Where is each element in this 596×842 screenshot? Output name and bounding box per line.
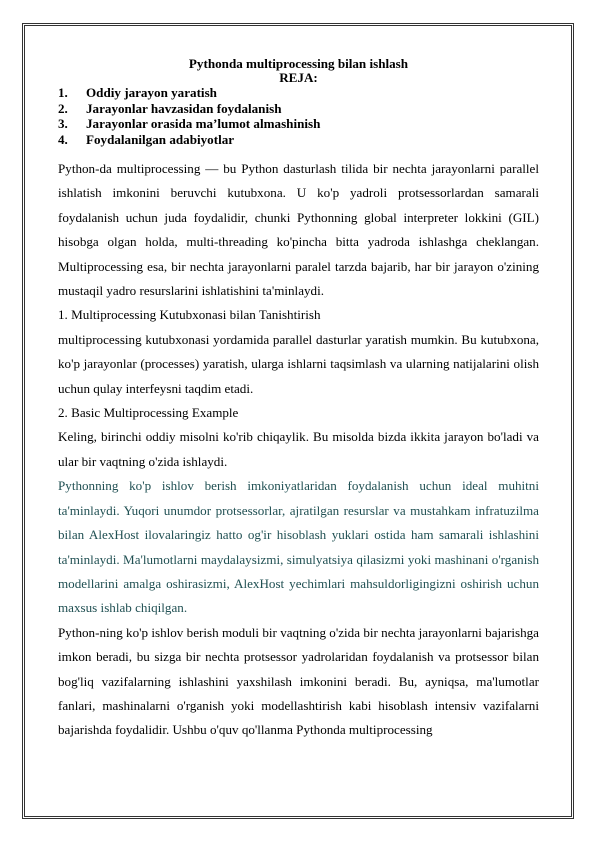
module-paragraph: Python-ning ko'p ishlov berish moduli bir vaqtning o'zida bir nechta jarayonlarni bajarishga imkon beradi, bu sizga bir nechta protsessor yadrolaridan foydalanish va protsessor bilan bog'liq vazifalarning ishlashini yaxshilash imkonini beradi. Bu, ayniqsa, ma'lumotlar fanlari, mashinalarni o'rganish yoki modellashtirish kabi hisoblash intensiv vazifalarni bajarishda foydalidir. Ushbu o'quv qo'llanma Pythonda multiprocessing bbox=[58, 624, 539, 738]
document-body bbox=[58, 57, 539, 743]
section-2-paragraph: Keling, birinchi oddiy misolni ko'rib chiqaylik. Bu misolda bizda ikkita jarayon bo'ladi va ular bir vaqtning o'zida ishlaydi. bbox=[58, 429, 539, 469]
section-heading-2: 2. Basic Multiprocessing Example bbox=[58, 405, 239, 421]
plan-item-text: Jarayonlar havzasidan foydalanish bbox=[86, 100, 282, 116]
plan-item-number: 2. bbox=[58, 100, 68, 116]
plan-item bbox=[58, 101, 539, 117]
alexhost-paragraph: Pythonning ko'p ishlov berish imkoniyatlaridan foydalanish uchun ideal muhitni ta'minlaydi. Yuqori unumdor protsessorlar, ajratilgan resurslar va mustahkam infratuzilma bilan AlexHost ilovalaringiz hatto og'ir hisoblash yuklari ostida ham samarali ishlashini ta'minlaydi. Ma'lumotlarni maydalaysizmi, simulyatsiya qilasizmi yoki mashinani o'rganish modellarini amalga oshirasizmi, AlexHost yechimlari mahsuldorligingizni oshirish uchun maxsus ishlab chiqilgan. bbox=[58, 478, 539, 616]
plan-item bbox=[58, 116, 539, 132]
plan-item bbox=[58, 85, 539, 101]
plan-item-number: 4. bbox=[58, 131, 68, 147]
section-1-paragraph: multiprocessing kutubxonasi yordamida parallel dasturlar yaratish mumkin. Bu kutubxona, ko'p jarayonlar (processes) yaratish, ularga ishlarni taqsimlash va ularning natijalarini olish uchun qulay interfeysni taqdim etadi. bbox=[58, 331, 539, 396]
intro-paragraph: Python-da multiprocessing — bu Python dasturlash tilida bir nechta jarayonlarni parallel ishlatish imkonini beruvchi kutubxona. U ko'p yadroli protsessorlardan samarali foydalanish uchun juda foydalidir, chunki Pythonning global interpreter lokkini (GIL) hisobga olgan holda, multi-threading ko'pincha bitta yadroda ishlashga cheklangan. Multiprocessing esa, bir nechta jarayonlarni paralel tarzda bajarib, har bir jarayon o'zining mustaqil yadro resurslarini ishlatishini ta'minlaydi. bbox=[58, 161, 539, 299]
plan-item-number: 3. bbox=[58, 116, 68, 131]
plan-heading: REJA: bbox=[279, 70, 318, 85]
plan-item-text: Foydalanilgan adabiyotlar bbox=[86, 131, 235, 147]
document-title: Pythonda multiprocessing bilan ishlash bbox=[188, 56, 409, 71]
section-heading-1: 1. Multiprocessing Kutubxonasi bilan Tanishtirish bbox=[58, 307, 321, 323]
plan-list bbox=[58, 85, 539, 147]
plan-item bbox=[58, 132, 539, 148]
plan-item-text: Oddiy jarayon yaratish bbox=[86, 85, 217, 100]
plan-item-number: 1. bbox=[58, 85, 68, 100]
plan-item-text: Jarayonlar orasida maʼlumot almashinish bbox=[86, 116, 321, 131]
